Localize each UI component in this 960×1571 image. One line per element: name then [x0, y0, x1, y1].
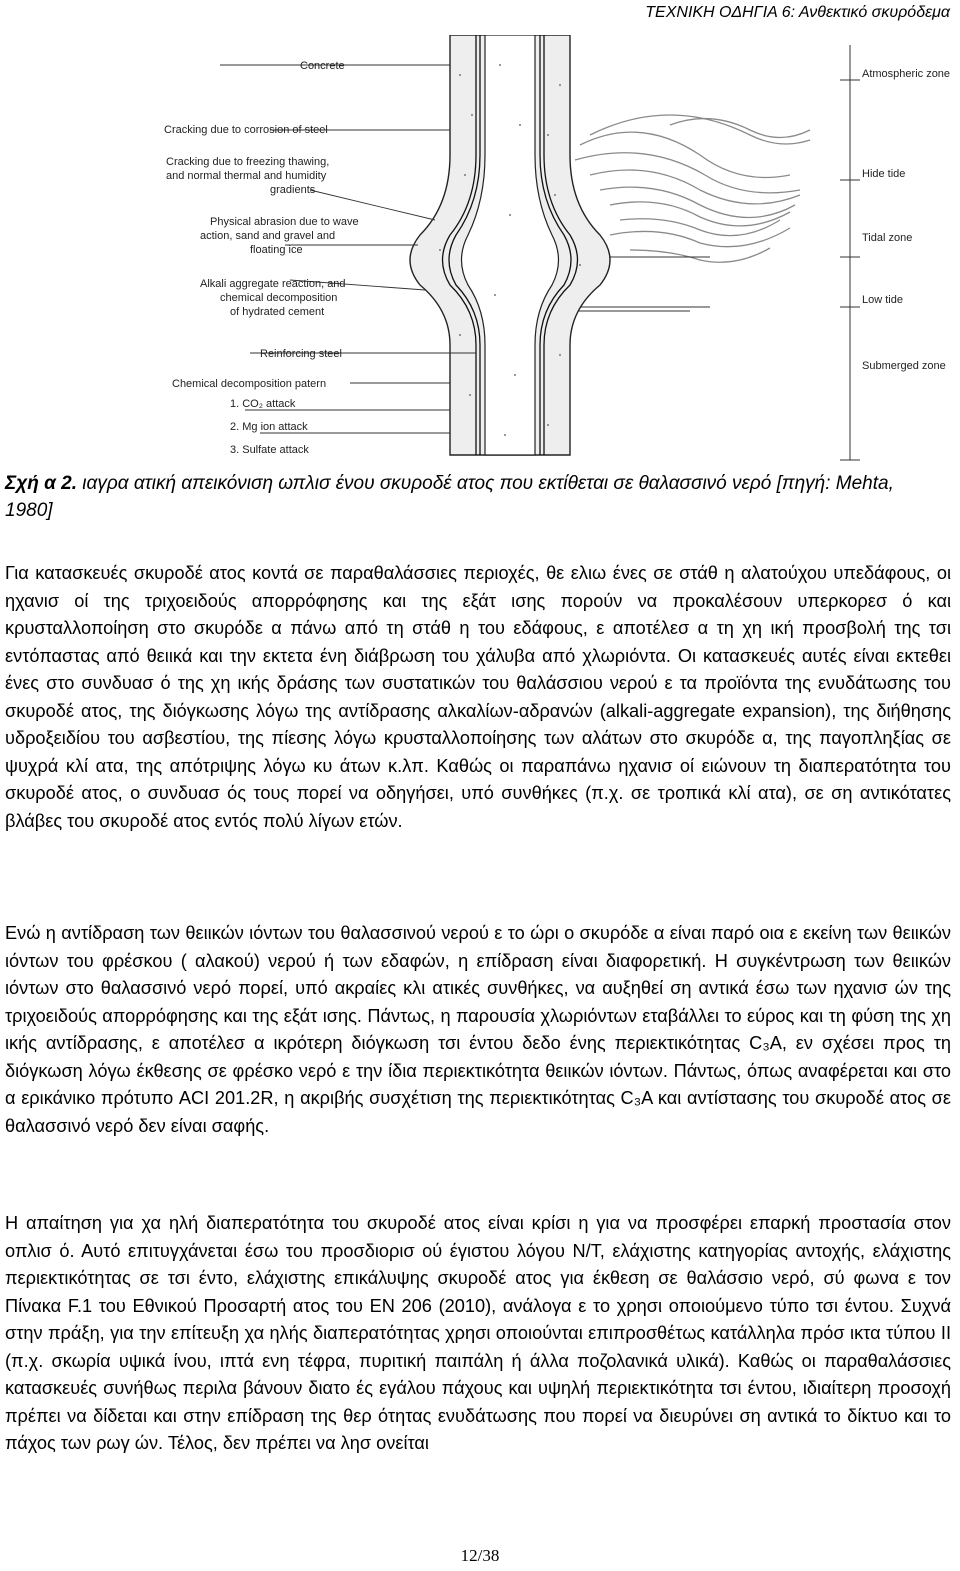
figure-label: of hydrated cement — [230, 306, 325, 318]
paragraph-1: Για κατασκευές σκυροδέ ατος κοντά σε παραθαλάσσιες περιοχές, θε ελιω ένες σε στάθ η αλατούχου υπεδάφους, οι ηχανισ οί της τριχοειδούς απορρόφησης και της εξάτ ισης πορούν να προκαλέσουν υπερκορεσ ό και κρυσταλλοποίηση στο σκυρόδε α πάνω από τη στάθ η του εδάφους, ε αποτέλεσ α τη χη ική προσβολή της τσι εντόπαστας από θειικά και την εκτετα ένη διάβρωση του χάλυβα από χλωριόντα. Οι κατασκευές αυτές είναι εκτεθει ένες στο συνδυασ ό της χη ικής δράσης των συστατικών του θαλάσσιου νερού ε τα προϊόντα της ενυδάτωσης του σκυροδέ ατος, της διόγκωσης λόγω της αντίδρασης αλκαλίων-αδρανών (alkali-aggregate expansion), της διήθησης υδροξειδίου του ασβεστίου, της πίεσης λόγω κρυσταλλοποίησης των αλάτων στο σκυρόδε α, της παγοπληξίας σε ψυχρά κλί ατα, της απότριψης λόγω κυ άτων κ.λπ. Καθώς οι παραπάνω ηχανισ οί ειώνουν τη διαπερατότητα του σκυροδέ ατος, ο συνδυασ ός τους πορεί να οδηγήσει, υπό συνθήκες (π.χ. σε τροπικά κλί ατα), σε ση αντικότατες βλάβες του σκυροδέ ατος εντός πολύ λίγων ετών. — [5, 563, 951, 831]
caption-label: Σχή α 2. — [5, 473, 77, 494]
wave-splash-illustration — [575, 115, 810, 262]
figure-label-concrete: Concrete — [300, 60, 345, 72]
figure-label: 1. CO₂ attack — [230, 398, 296, 410]
figure-label: 3. Sulfate attack — [230, 444, 309, 456]
figure-label-low-tide: Low tide — [862, 294, 903, 306]
caption-text: ιαγρα ατική απεικόνιση ωπλισ ένου σκυροδέ ατος που εκτίθεται σε θαλασσινό νερό [πηγή: Mehta, 1980] — [5, 473, 894, 521]
figure-label: Cracking due to corrosion of steel — [164, 124, 328, 136]
figure-caption — [5, 470, 945, 524]
figure-label: Cracking due to freezing thawing, — [166, 156, 330, 168]
figure-label-tidal-zone: Tidal zone — [862, 232, 913, 244]
figure-label: Chemical decomposition patern — [172, 378, 327, 390]
figure-label-hide-tide: Hide tide — [862, 168, 906, 180]
paragraph-2: Ενώ η αντίδραση των θειικών ιόντων του θαλασσινού νερού ε το ώρι ο σκυρόδε α είναι παρό οια ε εκείνη των θειικών ιόντων του φρέσκου ( αλακού) νερού ή των εδαφών, η επίδραση είναι διαφορετική. Η συγκέντρωση των θειικών ιόντων στο θαλασσινό νερό πορεί, υπό ακραίες κλι ατικές συνθήκες, να αυξηθεί ση αντικά έσω των ηχανισ ών της τριχοειδούς απορρόφησης και της εξάτ ισης. Πάντως, η παρουσία χλωριόντων εταβάλλει το εύρος και τη φύση της χη ικής αντίδρασης, ε αποτέλεσ α ικρότερη διόγκωση τσι έντου δεδο ένης περιεκτικότητας C₃A, εν σχέσει προς τη διόγκωση λόγω έκθεσης σε φρέσκο νερό ε την ίδια περιεκτικότητα θειικών ιόντων. Πάντως, όπως αναφέρεται και στο α ερικάνικο πρότυπο ACI 201.2R, η ακριβής συσχέτιση της περιεκτικότητας C₃A και αντίστασης του σκυροδέ ατος σε θαλασσινό νερό δεν είναι σαφής. — [5, 923, 951, 1136]
figure-label-atmospheric-zone: Atmospheric zone — [862, 68, 951, 80]
figure-label: chemical decomposition — [220, 292, 338, 304]
figure-label: Alkali aggregate reaction, and — [200, 278, 346, 290]
figure-label: Physical abrasion due to wave — [210, 216, 359, 228]
figure-label: 2. Mg ion attack — [230, 421, 308, 433]
figure-label: action, sand and gravel and — [200, 230, 336, 242]
marine-concrete-diagram — [150, 35, 960, 465]
figure-label-submerged-zone: Submerged zone — [862, 360, 946, 372]
figure-label: and normal thermal and humidity — [166, 170, 327, 182]
document-header: ΤΕΧΝΙΚΗ ΟΔΗΓΙΑ 6: Ανθεκτικό σκυρόδεμα — [645, 4, 950, 21]
paragraph-3: Η απαίτηση για χα ηλή διαπερατότητα του σκυροδέ ατος είναι κρίσι η για να προσφέρει επαρκή προστασία στον οπλισ ό. Αυτό επιτυγχάνεται έσω του προσδιορισ ού έγιστου λόγου Ν/Τ, ελάχιστης κατηγορίας αντοχής, ελάχιστης περιεκτικότητας σε τσι έντο, ελάχιστης επικάλυψης σκυροδέ ατος για έκθεση σε θαλάσσιο νερό, σύ φωνα ε τον Πίνακα F.1 του Εθνικού Προσαρτή ατος του ΕΝ 206 (2010), ανάλογα ε το χρησι οποιούμενο τύπο τσι έντου. Συχνά στην πράξη, για την επίτευξη χα ηλής διαπερατότητας χρησι οποιούνται επιπροσθέτως κατάλληλα πρόσ ικτα τύπου II (π.χ. σκωρία υψικά ίνου, ιπτά ενη τέφρα, πυριτική παιπάλη ή άλλα ποζολανικά υλικά). Καθώς οι παραθαλάσσιες κατασκευές συνήθως περιλα βάνουν διατο ές εγάλου πάχους και υψηλή περιεκτικότητα τσι έντου, ιδιαίτερη προσοχή πρέπει να δίδεται και στην επίδραση της θερ ότητας ενυδάτωσης που πορεί να διευρύνει ση αντικά το δίκτυο και το πάχος των ρωγ ών. Τέλος, δεν πρέπει να λησ ονείται — [5, 1213, 951, 1453]
page-number: 12/38 — [460, 1546, 500, 1565]
figure-label: gradients — [270, 184, 316, 196]
figure-label: Reinforcing steel — [260, 348, 342, 360]
figure-label: floating ice — [250, 244, 303, 256]
